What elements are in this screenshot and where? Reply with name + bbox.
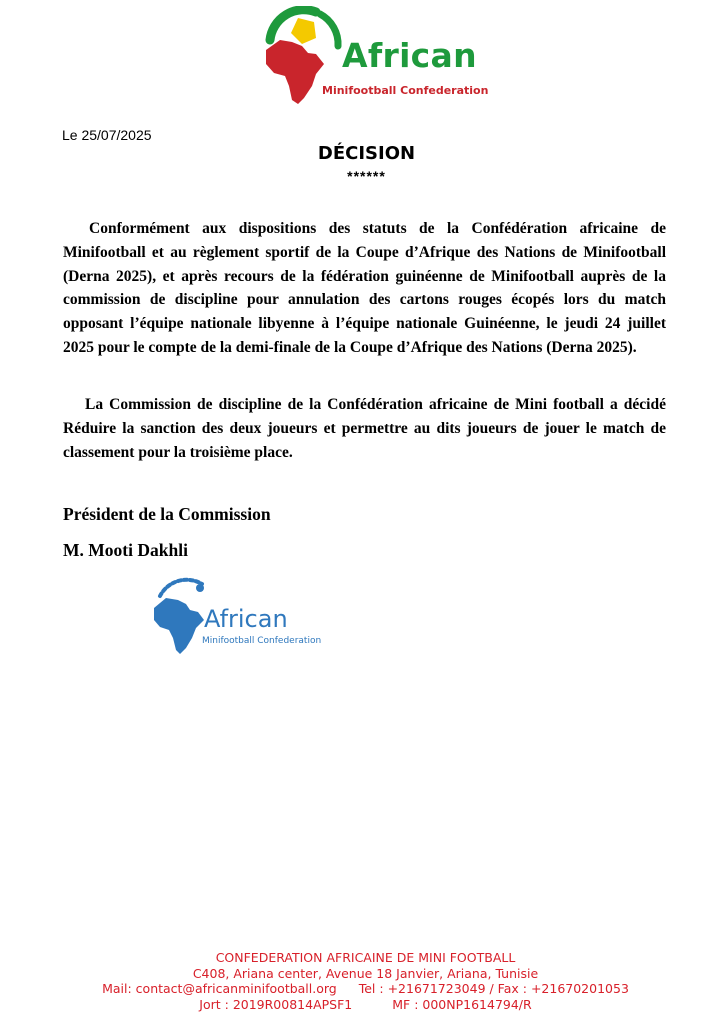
signatory-role: Président de la Commission bbox=[63, 504, 271, 524]
footer-contact-line bbox=[10, 981, 721, 997]
document-title: DÉCISION bbox=[317, 143, 416, 164]
logo-brand-text: African bbox=[342, 36, 477, 75]
footer-tel-fax: Tel : +21671723049 / Fax : +21670201053 bbox=[358, 981, 629, 996]
stamp-brand-text: African bbox=[204, 605, 288, 633]
footer-address: C408, Ariana center, Avenue 18 Janvier, Ariana, Tunisie bbox=[192, 965, 539, 981]
footer-mf: MF : 000NP1614794/R bbox=[392, 996, 532, 1012]
footer-org: CONFEDERATION AFRICAINE DE MINI FOOTBALL bbox=[215, 950, 516, 965]
document-date: Le 25/07/2025 bbox=[62, 127, 152, 143]
title-separator: ****** bbox=[347, 168, 386, 184]
stamp-logo bbox=[146, 574, 326, 660]
paragraph-context: Conformément aux dispositions des statuts de la Confédération africaine de Minifootball et au règlement sportif de la Coupe d’Afrique des Nations de Minifootball (Derna 2025), et après recours de la fédération guinéenne de Minifootball auprès de la commission de discipline pour annulation des cartons rouges écopés lors du match opposant l’équipe nationale libyenne à l’équipe nationale Guinéenne, le jeudi 24 juillet 2025 pour le compte de la demi-finale de la Coupe d’Afrique des Nations (Derna 2025). bbox=[63, 220, 666, 356]
header-logo bbox=[258, 6, 489, 110]
footer-jort: Jort : 2019R00814APSF1 bbox=[199, 996, 353, 1012]
footer-mail[interactable]: Mail: contact@africanminifootball.org bbox=[102, 981, 337, 996]
footer-registration-line bbox=[10, 997, 721, 1013]
signatory-name: M. Mooti Dakhli bbox=[63, 540, 188, 560]
stamp-subtitle-text: Minifootball Confederation bbox=[202, 636, 322, 646]
paragraph-decision: La Commission de discipline de la Confédération africaine de Mini football a décidé Réduire la sanction des deux joueurs et permettre au dits joueurs de jouer le match de classement pour la troisième place. bbox=[63, 396, 666, 461]
logo-subtitle-text: Minifootball Confederation bbox=[322, 84, 489, 97]
footer bbox=[0, 950, 721, 1012]
